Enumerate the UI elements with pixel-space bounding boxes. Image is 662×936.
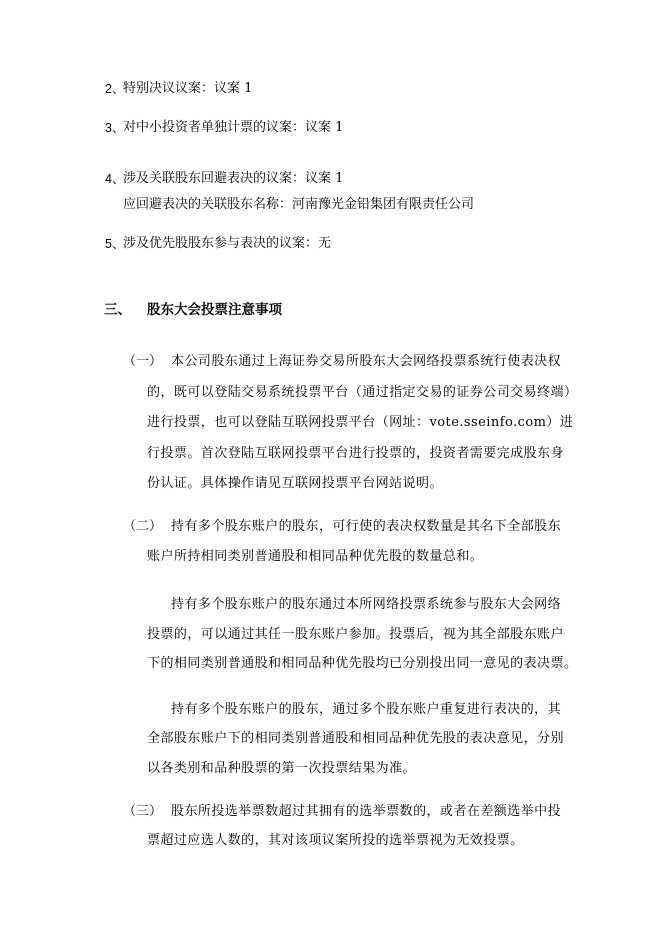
paragraph-line: 下的相同类别普通股和相同品种优先股均已分别投出同一意见的表决票。 bbox=[147, 656, 578, 671]
list-item-subtext: 应回避表决的关联股东名称：河南豫光金铅集团有限责任公司 bbox=[123, 197, 475, 212]
paragraph-line: 持有多个股东账户的股东，可行使的表决权数量是其名下全部股东 bbox=[171, 519, 562, 534]
list-item-text: 对中小投资者单独计票的议案：议案 1 bbox=[123, 120, 344, 135]
list-item-number: 5、 bbox=[105, 237, 125, 251]
paragraph-line: 行投票。首次登陆互联网投票平台进行投票的，投资者需要完成股东身 bbox=[147, 446, 564, 461]
paragraph-line: 份认证。具体操作请见互联网投票平台网站说明。 bbox=[147, 476, 443, 491]
paragraph-line: 投票的，可以通过其任一股东账户参加。投票后，视为其全部股东账户 bbox=[147, 627, 564, 642]
list-item-number: 2、 bbox=[105, 82, 125, 96]
paragraph-line: 的，既可以登陆交易系统投票平台（通过指定交易的证券公司交易终端） bbox=[147, 385, 578, 400]
paragraph-line: 票超过应选人数的，其对该项议案所投的选举票视为无效投票。 bbox=[147, 833, 524, 848]
section-title: 股东大会投票注意事项 bbox=[147, 302, 282, 318]
paragraph-line: 全部股东账户下的相同类别普通股和相同品种优先股的表决意见，分别 bbox=[147, 731, 564, 746]
list-item-text: 特别决议议案：议案 1 bbox=[123, 81, 253, 96]
list-item-text: 涉及关联股东回避表决的议案：议案 1 bbox=[123, 171, 344, 186]
paragraph-line: 持有多个股东账户的股东，通过多个股东账户重复进行表决的，其 bbox=[171, 702, 562, 717]
list-item-text: 涉及优先股股东参与表决的议案：无 bbox=[123, 236, 332, 251]
paragraph-line: 股东所投选举票数超过其拥有的选举票数的，或者在差额选举中投 bbox=[171, 804, 562, 819]
paragraph-line: 本公司股东通过上海证券交易所股东大会网络投票系统行使表决权 bbox=[171, 354, 562, 369]
paragraph-line: 账户所持相同类别普通股和相同品种优先股的数量总和。 bbox=[147, 549, 484, 564]
paragraph-line: 进行投票，也可以登陆互联网投票平台（网址：vote.sseinfo.com）进 bbox=[147, 415, 574, 430]
paragraph-marker: （三） bbox=[123, 804, 163, 819]
list-item-number: 4、 bbox=[105, 172, 125, 186]
list-item-number: 3、 bbox=[105, 121, 125, 135]
paragraph-marker: （二） bbox=[123, 519, 163, 534]
section-number: 三、 bbox=[104, 302, 131, 318]
paragraph-line: 持有多个股东账户的股东通过本所网络投票系统参与股东大会网络 bbox=[171, 597, 562, 612]
paragraph-marker: （一） bbox=[123, 354, 163, 369]
paragraph-line: 以各类别和品种股票的第一次投票结果为准。 bbox=[147, 761, 417, 776]
